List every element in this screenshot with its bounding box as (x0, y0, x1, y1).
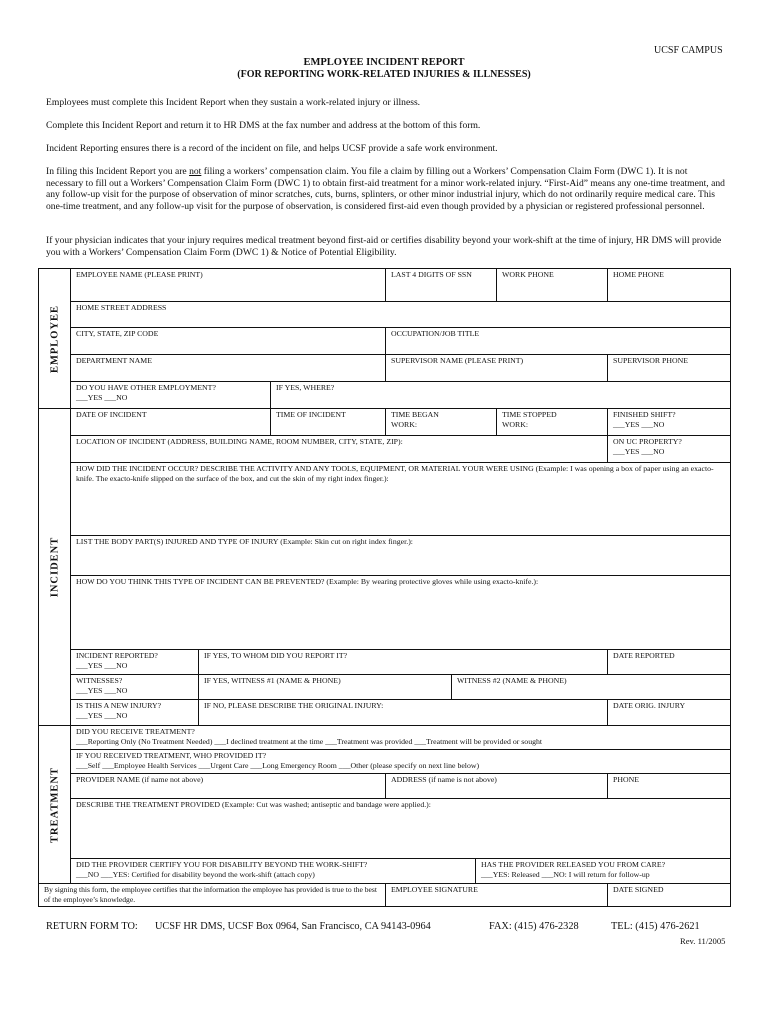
other-employment-field[interactable] (71, 382, 271, 409)
p4-rest: filing a workers’ compensation claim. You file a claim by filling out a Workers’ Compensation Claim Form (DWC 1). It is not necessary to fill out a Workers’ Compensation Claim Form (DWC 1) to obtain first-aid treatment for a minor work-related injury. “First-Aid” means any one-time treatment, and any follow-up visit for the purpose of observation of minor scratches, cuts, burns, splinters, or other minor industrial injury, which do not ordinarily require medical care. This one-time treatment, and any follow-up visit for the purpose of observation, is considered first-aid even though provided by a physician or registered professional personnel. (46, 166, 725, 212)
other-employment-options[interactable]: ___YES ___NO (76, 393, 128, 402)
campus-label: UCSF CAMPUS (654, 45, 723, 56)
incident-date-label: DATE OF INCIDENT (76, 410, 147, 419)
body-parts-example: (Example: Skin cut on right index finger.): (278, 537, 413, 546)
occupation-field[interactable] (386, 328, 730, 355)
treatment-description-example: (Example: Cut was washed; antiseptic and bandage were applied.): (220, 800, 431, 809)
provider-name-note: (if name not above) (139, 775, 204, 784)
new-injury-label: IS THIS A NEW INJURY? (76, 701, 162, 710)
employee-signature-label: EMPLOYEE SIGNATURE (391, 885, 478, 894)
provider-address-label: ADDRESS (391, 775, 427, 784)
prevention-label: HOW DO YOU THINK THIS TYPE OF INCIDENT CAN BE PREVENTED? (76, 577, 325, 586)
fax-number: FAX: (415) 476-2328 (489, 921, 579, 932)
supervisor-name-label: SUPERVISOR NAME (PLEASE PRINT) (391, 356, 524, 365)
prevention-example: (Example: By wearing protective gloves while using exacto-knife.): (324, 577, 539, 586)
provider-address-note: (if name is not above) (426, 775, 497, 784)
how-occurred-field[interactable] (71, 463, 730, 536)
other-employment-where-label: IF YES, WHERE? (276, 383, 335, 392)
supervisor-phone-field[interactable] (608, 355, 730, 382)
employee-name-field[interactable] (71, 269, 386, 302)
revision-date: Rev. 11/2005 (680, 936, 726, 946)
city-state-zip-field[interactable] (71, 328, 386, 355)
reported-to-field[interactable] (199, 650, 608, 675)
time-stopped-label: TIME STOPPED (502, 410, 557, 419)
work-phone-field[interactable] (497, 269, 608, 302)
incident-location-label: LOCATION OF INCIDENT (ADDRESS, BUILDING NAME, ROOM NUMBER, CITY, STATE, ZIP): (76, 437, 403, 446)
finished-shift-label: FINISHED SHIFT? (613, 410, 676, 419)
form-title: EMPLOYEE INCIDENT REPORT (303, 57, 465, 68)
intro-paragraph-5: If your physician indicates that your injury requires medical treatment beyond first-aid or certifies disability beyond your work-shift at the time of injury, HR DMS will provide you with a Workers’ Compensation Claim Form (DWC 1) & Notice of Potential Eligibility. (46, 235, 722, 258)
employee-signature-field[interactable] (386, 884, 608, 907)
time-began-label: TIME BEGAN (391, 410, 439, 419)
uc-property-field[interactable] (608, 436, 730, 463)
provider-name-label: PROVIDER NAME (76, 775, 140, 784)
witness-2-field[interactable] (452, 675, 730, 700)
time-stopped-field[interactable] (497, 409, 608, 436)
provider-address-field[interactable] (386, 774, 608, 799)
witness-2-label: WITNESS #2 (NAME & PHONE) (457, 676, 567, 685)
employee-name-label: EMPLOYEE NAME (PLEASE PRINT) (76, 270, 203, 279)
treatment-description-label: DESCRIBE THE TREATMENT PROVIDED (76, 800, 221, 809)
how-occurred-example: (Example: I was opening a box of paper using an exacto-knife. The exacto-knife slipped on the surface of the box, and cut the skin of my right index finger.): (76, 464, 714, 483)
original-injury-label: IF NO, PLEASE DESCRIBE THE ORIGINAL INJURY: (204, 701, 384, 710)
uc-property-label: ON UC PROPERTY? (613, 437, 682, 446)
telephone-number: TEL: (415) 476-2621 (611, 921, 700, 932)
supervisor-phone-label: SUPERVISOR PHONE (613, 356, 688, 365)
treatment-provider-type-field[interactable] (71, 750, 730, 774)
intro-paragraph-3: Incident Reporting ensures there is a record of the incident on file, and helps UCSF provide a safe work environment. (46, 143, 498, 154)
prevention-field[interactable] (71, 576, 730, 650)
date-reported-label: DATE REPORTED (613, 651, 675, 660)
new-injury-field[interactable] (71, 700, 199, 726)
disability-certified-options[interactable]: ___NO ___YES: Certified for disability beyond the work-shift (attach copy) (76, 870, 315, 879)
certification-statement (39, 884, 386, 907)
incident-reported-label: INCIDENT REPORTED? (76, 651, 158, 660)
body-parts-label: LIST THE BODY PART(S) INJURED AND TYPE OF INJURY (76, 537, 279, 546)
date-signed-field[interactable] (608, 884, 730, 907)
department-field[interactable] (71, 355, 386, 382)
witnesses-label: WITNESSES? (76, 676, 123, 685)
provider-phone-label: PHONE (613, 775, 639, 784)
time-began-label-2: WORK: (391, 420, 417, 429)
date-reported-field[interactable] (608, 650, 730, 675)
return-address: UCSF HR DMS, UCSF Box 0964, San Francisco, CA 94143-0964 (155, 921, 431, 932)
reported-to-label: IF YES, TO WHOM DID YOU REPORT IT? (204, 651, 348, 660)
how-occurred-label: HOW DID THE INCIDENT OCCUR? DESCRIBE THE ACTIVITY AND ANY TOOLS, EQUIPMENT, OR MATERIAL YOUR WERE USING (76, 464, 534, 473)
incident-time-label: TIME OF INCIDENT (276, 410, 346, 419)
date-orig-injury-label: DATE ORIG. INJURY (613, 701, 686, 710)
provider-name-field[interactable] (71, 774, 386, 799)
witnesses-field[interactable] (71, 675, 199, 700)
body-parts-field[interactable] (71, 536, 730, 576)
received-treatment-field[interactable] (71, 726, 730, 750)
disability-certified-label: DID THE PROVIDER CERTIFY YOU FOR DISABILITY BEYOND THE WORK-SHIFT? (76, 860, 368, 869)
intro-paragraph-4 (46, 166, 726, 212)
treatment-provider-type-label: IF YOU RECEIVED TREATMENT, WHO PROVIDED IT? (76, 751, 267, 760)
form-subtitle: (FOR REPORTING WORK-RELATED INJURIES & ILLNESSES) (237, 69, 531, 80)
return-form-label: RETURN FORM TO: (46, 921, 138, 932)
witnesses-options[interactable]: ___YES ___NO (76, 686, 128, 695)
provider-phone-field[interactable] (608, 774, 730, 799)
intro-paragraph-2: Complete this Incident Report and return it to HR DMS at the fax number and address at the bottom of this form. (46, 120, 481, 131)
ssn-label: LAST 4 DIGITS OF SSN (391, 270, 472, 279)
received-treatment-options[interactable]: ___Reporting Only (No Treatment Needed) ___I declined treatment at the time ___Treatment was provided ___Treatment will be provided or sought (76, 737, 543, 746)
home-phone-field[interactable] (608, 269, 730, 302)
finished-shift-field[interactable] (608, 409, 730, 436)
home-phone-label: HOME PHONE (613, 270, 664, 279)
incident-location-field[interactable] (71, 436, 608, 463)
home-address-field[interactable] (71, 302, 730, 328)
section-incident (39, 409, 71, 726)
section-treatment (39, 726, 71, 884)
incident-form-table (38, 268, 731, 907)
certification-text: By signing this form, the employee certifies that the information the employee has provided is true to the best of the employee’s knowledge. (44, 885, 377, 904)
work-phone-label: WORK PHONE (502, 270, 554, 279)
section-employee-label: EMPLOYEE (49, 304, 60, 373)
date-signed-label: DATE SIGNED (613, 885, 664, 894)
other-employment-label: DO YOU HAVE OTHER EMPLOYMENT? (76, 383, 216, 392)
p4-start: In filing this Incident Report you are (46, 166, 190, 177)
intro-paragraph-1: Employees must complete this Incident Report when they sustain a work-related injury or illness. (46, 97, 421, 108)
other-employment-where-field[interactable] (271, 382, 730, 409)
date-orig-injury-field[interactable] (608, 700, 730, 726)
section-treatment-label: TREATMENT (49, 766, 60, 843)
department-label: DEPARTMENT NAME (76, 356, 152, 365)
supervisor-name-field[interactable] (386, 355, 608, 382)
incident-reported-field[interactable] (71, 650, 199, 675)
city-state-zip-label: CITY, STATE, ZIP CODE (76, 329, 159, 338)
p4-not-underlined: not (189, 166, 202, 177)
witness-1-label: IF YES, WITNESS #1 (NAME & PHONE) (204, 676, 341, 685)
incident-date-field[interactable] (71, 409, 271, 436)
released-from-care-options[interactable]: ___YES: Released ___NO: I will return for follow-up (481, 870, 650, 879)
new-injury-options[interactable]: ___YES ___NO (76, 711, 128, 720)
home-address-label: HOME STREET ADDRESS (76, 303, 167, 312)
time-stopped-label-2: WORK: (502, 420, 528, 429)
original-injury-field[interactable] (199, 700, 608, 726)
section-employee (39, 269, 71, 409)
ssn-field[interactable] (386, 269, 497, 302)
disability-certified-field[interactable] (71, 859, 476, 884)
treatment-provider-type-options[interactable]: ___Self ___Employee Health Services ___Urgent Care ___Long Emergency Room ___Other (please specify on next line below) (76, 761, 480, 770)
received-treatment-label: DID YOU RECEIVE TREATMENT? (76, 727, 195, 736)
released-from-care-field[interactable] (476, 859, 730, 884)
occupation-label: OCCUPATION/JOB TITLE (391, 329, 480, 338)
uc-property-options[interactable]: ___YES ___NO (613, 447, 665, 456)
time-began-field[interactable] (386, 409, 497, 436)
section-incident-label: INCIDENT (49, 536, 60, 598)
witness-1-field[interactable] (199, 675, 452, 700)
incident-time-field[interactable] (271, 409, 386, 436)
treatment-description-field[interactable] (71, 799, 730, 859)
released-from-care-label: HAS THE PROVIDER RELEASED YOU FROM CARE? (481, 860, 666, 869)
incident-reported-options[interactable]: ___YES ___NO (76, 661, 128, 670)
finished-shift-options[interactable]: ___YES ___NO (613, 420, 665, 429)
